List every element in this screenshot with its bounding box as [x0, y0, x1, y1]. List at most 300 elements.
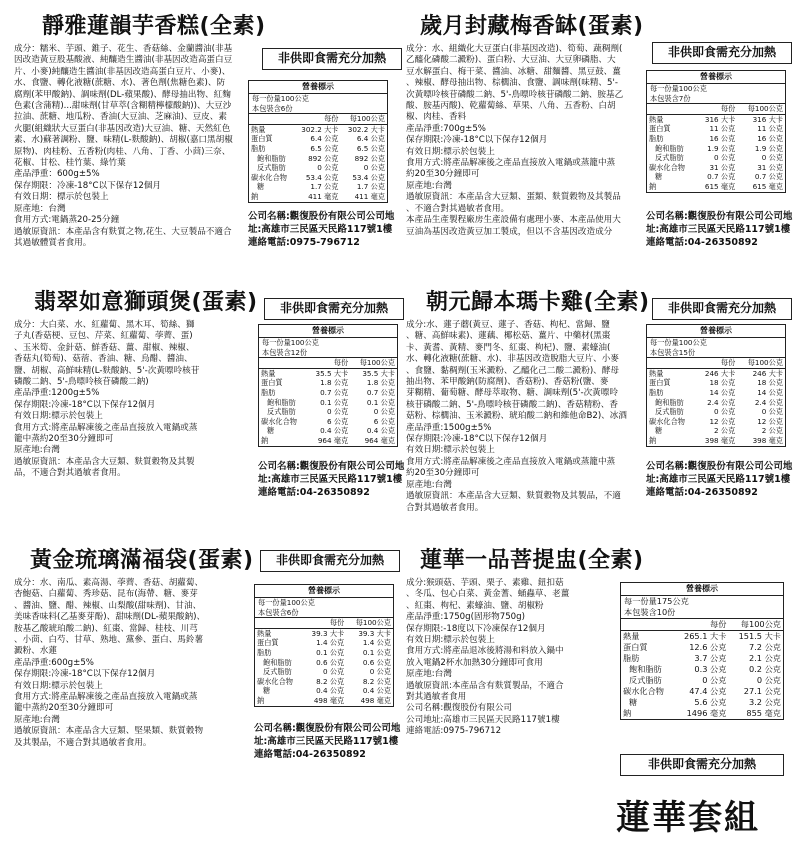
nutrition-heading: 營養標示: [621, 583, 783, 596]
nutrition-grid: [255, 618, 393, 705]
servings-per-package: 本包裝含6份: [258, 607, 299, 617]
nutrient-per-serving: 0.4 公克: [320, 426, 349, 436]
text-line: 成分:水、蓮子蘑(黃豆、蓮子、香菇、枸杞、當歸、鹽: [406, 320, 610, 330]
nutrition-heading: 營養標示: [647, 71, 785, 84]
nutrition-row: [249, 182, 387, 192]
nutrient-per-100: 18 公克: [757, 378, 783, 388]
text-line: 、紅棗、枸杞、素蠔油、鹽、胡椒粉: [406, 600, 544, 611]
product-title: 歲月封藏梅香缽(蛋素): [420, 14, 644, 39]
nutrient-label: 鈉: [257, 695, 265, 705]
heating-tag: 非供即食需充分加熱: [262, 48, 402, 70]
text-line: 過敏原資訊：本產品含大豆類、麩質穀物及其製品，不適: [406, 491, 621, 502]
text-line: 放入電鍋2杯水加熱30分鐘即可食用: [406, 657, 543, 668]
nutrient-label: 碳水化合物: [261, 416, 297, 426]
product-title: 靜雅蓮韻芋香糕(全素): [42, 14, 266, 39]
nutrient-per-serving: 398 毫克: [704, 435, 736, 445]
nutrient-label: 飽和脂肪: [629, 664, 662, 674]
nutrition-row: [259, 426, 397, 436]
nutrition-row: [255, 628, 393, 638]
nutrient-label: 反式脂肪: [629, 675, 662, 685]
text-line: 有效日期:標示於包裝上: [406, 635, 495, 646]
set-title: 蓮華套組: [616, 798, 760, 838]
nutrient-per-serving: 14 公克: [709, 387, 736, 397]
nutrient-per-serving: 47.4 公克: [689, 686, 727, 696]
nutrient-per-100: 16 公克: [757, 133, 783, 143]
text-line: 連絡電話:04-26350892: [646, 487, 758, 498]
nutrient-per-100: 39.3 大卡: [358, 628, 391, 638]
product-panel-6: [406, 548, 786, 798]
nutrition-col-per-100: 每100公克: [728, 619, 783, 631]
nutrient-per-100: 6 公克: [373, 416, 395, 426]
servings-per-package: 本包裝含6份: [252, 103, 293, 113]
text-line: 公司名稱:觀復股份有限公司: [406, 703, 513, 714]
nutrition-row: [647, 407, 785, 417]
nutrition-col-per-serving: 每份: [696, 104, 738, 114]
nutrient-label: 反式脂肪: [267, 407, 296, 417]
nutrient-label: 熱量: [623, 631, 640, 641]
nutrient-per-100: 31 公克: [757, 162, 783, 172]
nutrient-label: 反式脂肪: [257, 163, 286, 173]
nutrient-per-100: 8.2 公克: [362, 676, 391, 686]
nutrient-per-serving: 3.7 公克: [694, 653, 727, 663]
nutrition-col-blank: [249, 114, 294, 124]
text-line: 子丸(香菇梗、豆包、芹菜、紅蘿蔔、荸薺、蛋): [14, 331, 193, 342]
nutrient-per-serving: 316 大卡: [704, 114, 736, 124]
nutrient-per-100: 6.4 公克: [356, 134, 385, 144]
nutrient-per-100: 0 公克: [756, 675, 781, 685]
text-line: 胺基乙酸琥珀酸二鈉)、紅棗、當歸、桂枝、川芎: [14, 623, 198, 634]
text-line: 過敏原資訊：本產品含有麩質之物,花生、大豆製品不適合: [14, 226, 232, 237]
text-line: 美味香味料(乙基麥芽酚)、甜味劑(DL-蘋果酸鈉)、: [14, 612, 206, 623]
heating-tag: 非供即食需充分加熱: [260, 550, 400, 572]
nutrition-row: [255, 648, 393, 658]
nutrition-row: [621, 642, 783, 653]
nutrient-per-100: 316 大卡: [752, 114, 783, 124]
serving-size: 每一份量100公克: [258, 598, 315, 607]
text-line: 過敏原資訊:本產品含有麩質製品，不適合: [406, 680, 564, 691]
nutrient-per-serving: 0.7 公克: [707, 172, 736, 182]
text-line: 保存期限:-18度以下冷凍保存12個月: [406, 623, 546, 634]
nutrition-row: [647, 436, 785, 446]
nutrient-label: 飽和脂肪: [267, 397, 296, 407]
text-line: 成分：水、組織化大豆蛋白(非基因改造)、筍萄、蔬稠劑(: [406, 44, 623, 54]
nutrition-col-per-serving: 每份: [303, 618, 347, 628]
text-line: 成分:猴頭菇、芋頭、栗子、素雞、鈕扣菇: [406, 578, 564, 588]
text-line: 菇粉、棕櫚油、玉米澱粉、琥珀酸二鈉和維他命B2)、冰酒: [406, 411, 627, 422]
nutrition-row: [647, 417, 785, 427]
nutrient-per-serving: 0 公克: [317, 163, 339, 173]
text-line: 公司地址:高雄市三民區天民: [248, 211, 395, 235]
text-line: 食用方式:電鍋蒸20-25分鐘: [14, 215, 120, 226]
text-line: 其過敏體質者食用。: [14, 237, 92, 248]
nutrition-header-row: [249, 114, 387, 124]
servings-per-package: 本包裝含10份: [624, 607, 676, 617]
text-line: 約20至30分鐘即可: [406, 169, 480, 180]
product-description: [406, 44, 638, 238]
text-line: 成分：水、南瓜、素高湯、荸薺、香菇、胡蘿蔔、: [14, 578, 204, 588]
nutrient-per-serving: 12.6 公克: [689, 642, 727, 652]
company-info: [258, 460, 408, 499]
nutrition-row: [621, 653, 783, 664]
text-line: 卡、黃耆、黃精、麥門冬、紅棗、枸杞)、鹽、素蠔油(: [406, 342, 611, 353]
text-line: 籠中蒸約20至30分鐘即可: [14, 434, 114, 445]
text-line: 有效日期:標示於包裝上: [14, 680, 103, 691]
nutrition-row: [255, 658, 393, 668]
text-line: 籠中蒸約20至30分鐘即可: [14, 703, 114, 714]
nutrition-col-per-100: 每100公克: [350, 358, 397, 368]
nutrient-per-100: 615 毫克: [752, 181, 783, 191]
nutrient-label: 碳水化合物: [251, 172, 287, 182]
serving-size: 每一份量100公克: [650, 84, 707, 93]
product-panel-3: [14, 290, 405, 550]
nutrient-label: 熱量: [261, 368, 276, 378]
nutrient-per-serving: 1.8 公克: [320, 378, 349, 388]
product-panel-5: [14, 548, 401, 798]
nutrition-header-row: [647, 104, 785, 114]
nutrition-row: [249, 192, 387, 202]
nutrient-per-serving: 0 公克: [322, 667, 345, 677]
text-line: 磷酸二鈉、5'-鳥嘌呤核苷磷酸二鈉): [14, 377, 149, 388]
servings-per-package: 本包裝含12份: [262, 347, 308, 357]
nutrient-per-serving: 498 毫克: [313, 695, 345, 705]
nutrient-per-serving: 6 公克: [326, 416, 349, 426]
product-title: 翡翠如意獅頭煲(蛋素): [34, 290, 258, 315]
nutrient-per-100: 2.4 公克: [754, 397, 783, 407]
nutrition-col-per-100: 每100公克: [737, 104, 785, 114]
company-info: [646, 460, 796, 499]
nutrient-per-100: 14 公克: [757, 387, 783, 397]
nutrient-per-serving: 2.4 公克: [707, 397, 736, 407]
nutrient-label: 蛋白質: [251, 134, 273, 144]
nutrient-per-100: 411 毫克: [354, 191, 385, 201]
nutrition-row: [621, 675, 783, 686]
nutrition-header-row: [621, 619, 783, 631]
nutrient-per-100: 398 毫克: [752, 435, 783, 445]
nutrient-per-100: 0.7 公克: [366, 387, 395, 397]
text-line: 及其製品，不適合對其過敏者食用。: [14, 737, 152, 748]
text-line: 過敏原資訊：本產品含大豆類、堅果類、麩質穀物: [14, 726, 204, 737]
nutrient-label: 熱量: [251, 124, 266, 134]
text-line: 路117號1樓: [735, 474, 791, 485]
nutrient-label: 鈉: [649, 181, 657, 191]
nutrient-per-100: 0.4 公克: [362, 686, 391, 696]
nutrition-table: [646, 324, 786, 447]
text-line: 、玉米筍、金針菇、鮮香菇、薑、甜椒、辣椒、: [14, 342, 195, 353]
nutrition-row: [647, 124, 785, 134]
nutrient-per-100: 892 公克: [354, 153, 385, 163]
nutrition-table: [248, 80, 388, 203]
text-line: 鹽、胡椒、高鮮味精(L-麩酸鈉、5'-次黃嘌呤核苷: [14, 365, 200, 376]
serving-size: 每一份量100公克: [262, 338, 319, 347]
text-line: 成分：糯米、芋頭、錐子、花生、香菇絲、金蘭醬油(非基: [14, 44, 233, 54]
text-line: 有效日期:標示於包裝上: [406, 146, 495, 157]
nutrition-row: [647, 144, 785, 154]
nutrient-per-serving: 0.1 公克: [320, 397, 349, 407]
nutrition-row: [647, 388, 785, 398]
nutrient-label: 糖: [257, 182, 265, 192]
nutrition-col-blank: [647, 104, 696, 114]
nutrition-row: [621, 708, 783, 719]
heating-tag: 非供即食需充分加熱: [652, 42, 792, 64]
nutrient-per-serving: 53.4 公克: [305, 172, 339, 182]
nutrient-per-serving: 6.5 公克: [310, 143, 339, 153]
text-line: 公司地址:高雄市三民區天民: [254, 723, 401, 747]
text-line: 、辣椒、酵母抽出物、棕櫚油、食鹽、調味劑(味精、5'-: [406, 78, 618, 89]
text-line: 次黃嘌呤核苷磷酸二鈉、5'-鳥嘌呤核苷磷酸二鈉、胺基乙: [406, 89, 624, 100]
nutrient-label: 反式脂肪: [655, 153, 684, 163]
text-line: 豆油為基因改造黃豆加工製成，但以不含基因改造成分: [406, 226, 613, 237]
nutrient-label: 蛋白質: [649, 378, 671, 388]
nutrition-row: [259, 378, 397, 388]
nutrition-row: [621, 664, 783, 675]
nutrition-serving-info: [249, 94, 387, 114]
nutrient-per-serving: 8.2 公克: [316, 676, 345, 686]
nutrient-label: 飽和脂肪: [655, 397, 684, 407]
nutrition-grid: [621, 619, 783, 719]
product-description: [14, 320, 246, 480]
text-line: 、小茴、白芍、甘草、熟地、黨參、蛋白、馬鈴薯: [14, 635, 204, 646]
nutrition-col-per-serving: 每份: [674, 619, 729, 631]
nutrient-per-serving: 1.7 公克: [310, 182, 339, 192]
nutrient-label: 糖: [655, 172, 663, 182]
nutrition-serving-info: [621, 596, 783, 619]
text-line: 連絡電話:0975-796712: [406, 726, 502, 737]
text-line: 連絡電話:04-26350892: [258, 487, 370, 498]
nutrient-label: 熱量: [649, 368, 664, 378]
company-info: [248, 210, 398, 249]
nutrient-per-serving: 1496 毫克: [686, 708, 727, 718]
text-line: 杏鮑菇、白蘿蔔、秀珍菇、昆布(海帶、糖、麥芽: [14, 589, 198, 600]
product-description: [406, 578, 638, 738]
nutrient-label: 碳水化合物: [257, 676, 293, 686]
nutrition-table: [254, 584, 394, 707]
nutrient-per-serving: 265.1 大卡: [683, 631, 727, 641]
nutrient-per-100: 498 毫克: [360, 695, 391, 705]
text-line: 核苷磷酸二鈉、5'-鳥嘌呤核苷磷酸二鈉)、香菇精粉、香: [406, 399, 618, 410]
nutrient-label: 鈉: [261, 435, 269, 445]
text-line: 片、小麥)純釀造生醬油(非基因改造高蛋白豆片、小麥)、: [14, 66, 231, 77]
text-line: 、冬瓜、包心白菜、黃金蓍、蛹蟲草、老薑: [406, 589, 570, 600]
text-line: 原產地:台灣: [406, 669, 452, 680]
text-line: 有效日期：標示於包裝上: [14, 192, 109, 203]
text-line: 水、食鹽、轉化液糖(蔗糖、水)、著色劑(焦糖色素)、防: [14, 78, 226, 89]
nutrition-row: [255, 686, 393, 696]
text-line: 公司地址:高雄市三民區天民: [258, 461, 405, 485]
nutrition-row: [249, 144, 387, 154]
text-line: 酸、胺基丙酸)、乾蘿蔔絲、草果、八角、五香粉、白胡: [406, 101, 616, 112]
nutrient-per-serving: 31 公克: [709, 162, 736, 172]
text-line: 產品淨重：600g±5%: [14, 169, 100, 180]
text-line: 火腿(組織狀大豆蛋白(非基因改造)大豆油、糖、天然紅色: [14, 123, 231, 134]
heating-tag: 非供即食需充分加熱: [620, 754, 784, 776]
nutrient-per-100: 2 公克: [761, 426, 783, 436]
text-line: 素、水)蘇著調粉、鹽、味精(L-麩酸鈉)、胡椒(嘉口黑胡椒: [14, 135, 233, 146]
text-line: 公司名稱:觀復股份有限公司: [258, 461, 376, 472]
text-line: 連絡電話:04-26350892: [254, 749, 366, 760]
text-line: 、糖、高鮮味素)、蓮藕、椰松菇、薑片、中藥材(黑棗: [406, 331, 611, 342]
text-line: 、醬油、鹽、醋、辣椒、山梨酸(甜味劑)、甘油、: [14, 600, 202, 611]
nutrient-label: 脂肪: [251, 143, 266, 153]
nutrient-label: 熱量: [649, 114, 664, 124]
servings-per-package: 本包裝含15份: [650, 347, 696, 357]
company-info: [254, 722, 404, 761]
text-line: 公司名稱:觀復股份有限公司: [254, 723, 372, 734]
nutrition-row: [259, 436, 397, 446]
product-title: 蓮華一品菩提盅(全素): [420, 548, 644, 573]
nutrient-per-100: 7.2 公克: [749, 642, 781, 652]
nutrition-header-row: [647, 358, 785, 368]
nutrition-row: [255, 638, 393, 648]
nutrient-per-serving: 964 毫克: [317, 435, 349, 445]
nutrition-row: [647, 172, 785, 182]
nutrient-label: 熱量: [257, 628, 272, 638]
nutrient-per-100: 1.8 公克: [366, 378, 395, 388]
nutrient-per-100: 0.2 公克: [749, 664, 781, 674]
nutrient-label: 糖: [263, 686, 271, 696]
text-line: 拉油、蔗糖、地瓜粉、香油(大豆油、芝麻油)、豆皮、素: [14, 112, 227, 123]
text-line: 乙醯化磷酸二澱粉)、蛋白粉、大豆油、大豆卵磷脂、大: [406, 55, 616, 66]
product-panel-2: [406, 14, 793, 276]
nutrient-per-serving: 2 公克: [714, 426, 736, 436]
nutrition-serving-info: [255, 598, 393, 618]
text-line: 原產地:台灣: [14, 445, 60, 456]
nutrition-header-row: [255, 618, 393, 628]
company-info: [646, 210, 796, 249]
text-line: 食用方式:將產品解凍後之產品直接放入電鍋或蒸籠中蒸: [406, 158, 616, 169]
nutrition-row: [249, 124, 387, 134]
nutrition-row: [259, 417, 397, 427]
text-line: 因改造黃豆股基酸液、純釀造生醬油(非基因改造高蛋白豆: [14, 55, 233, 66]
serving-size: 每一份量100公克: [650, 338, 707, 347]
text-line: 食用方式:將產品解凍後之產品直接放入電鍋或蒸: [14, 422, 198, 433]
nutrition-heading: 營養標示: [255, 585, 393, 598]
nutrient-label: 碳水化合物: [649, 162, 685, 172]
nutrient-per-100: 0.1 公克: [362, 647, 391, 657]
text-line: 澱粉、水蓮: [14, 646, 57, 657]
text-line: 公司名稱:觀復股份有限公司: [646, 211, 764, 222]
nutrient-per-serving: 0.7 公克: [320, 387, 349, 397]
text-line: 、食鹽、黏稠劑(玉米澱粉、乙醯化己二酸二澱粉)、酵母: [406, 365, 619, 376]
text-line: 椒、肉桂、香料: [406, 112, 467, 123]
nutrient-per-serving: 39.3 大卡: [311, 628, 345, 638]
heating-tag: 非供即食需充分加熱: [264, 298, 404, 320]
nutrition-heading: 營養標示: [259, 325, 397, 338]
nutrient-per-serving: 1.4 公克: [316, 638, 345, 648]
text-line: 食用方式:將產品退冰後將湯和料放入鍋中: [406, 646, 564, 657]
nutrient-per-serving: 6.4 公克: [310, 134, 339, 144]
nutrition-grid: [647, 104, 785, 191]
nutrient-per-serving: 11 公克: [709, 124, 736, 134]
nutrition-col-per-serving: 每份: [307, 358, 351, 368]
product-title: 朝元歸本瑪卡雞(全素): [426, 290, 650, 315]
text-line: 路117號1樓: [347, 474, 403, 485]
nutrient-label: 脂肪: [257, 647, 272, 657]
nutrient-label: 鈉: [649, 435, 657, 445]
nutrition-row: [249, 163, 387, 173]
serving-size: 每一份量100公克: [252, 94, 309, 103]
text-line: 產品淨重:600g±5%: [14, 657, 94, 668]
text-line: 品，不適合對其過敏者食用。: [14, 468, 126, 479]
nutrient-per-100: 151.5 大卡: [738, 631, 781, 641]
nutrient-label: 碳水化合物: [623, 686, 664, 696]
nutrient-label: 蛋白質: [261, 378, 283, 388]
text-line: 路117號1樓: [735, 224, 791, 235]
text-line: 保存期限:冷凍-18°C以下保存12個月: [406, 135, 548, 146]
text-line: 產品淨重:1500g±5%: [406, 422, 492, 433]
text-line: 公司名稱:觀復股份有限公司: [646, 461, 764, 472]
text-line: 花椒、甘松、桂竹葉、綠竹葉: [14, 158, 126, 169]
text-line: 保存期限：冷凍-18°C以下保存12個月: [14, 180, 161, 191]
nutrition-grid: [259, 358, 397, 445]
nutrient-per-serving: 18 公克: [709, 378, 736, 388]
nutrient-label: 鈉: [251, 191, 259, 201]
nutrition-serving-info: [647, 84, 785, 104]
nutrition-row: [249, 134, 387, 144]
nutrient-per-serving: 0 公克: [714, 153, 736, 163]
nutrition-row: [647, 368, 785, 378]
nutrient-label: 飽和脂肪: [655, 143, 684, 153]
nutrition-col-blank: [259, 358, 307, 368]
nutrition-col-blank: [647, 358, 696, 368]
nutrient-per-100: 964 毫克: [364, 435, 395, 445]
nutrient-per-100: 1.4 公克: [362, 638, 391, 648]
nutrient-per-serving: 0 公克: [702, 675, 727, 685]
text-line: 公司名稱:觀復股份有限公司: [248, 211, 366, 222]
nutrition-col-per-100: 每100公克: [737, 358, 785, 368]
nutrient-per-serving: 1.9 公克: [707, 143, 736, 153]
nutrient-per-serving: 615 毫克: [704, 181, 736, 191]
nutrient-label: 飽和脂肪: [257, 153, 286, 163]
nutrient-label: 反式脂肪: [655, 407, 684, 417]
nutrient-per-100: 0.6 公克: [362, 657, 391, 667]
text-line: 保存期限:冷凍-18°C以下保存12個月: [406, 434, 548, 445]
nutrient-label: 飽和脂肪: [263, 657, 292, 667]
text-line: 路117號1樓: [337, 224, 393, 235]
nutrient-per-100: 0.4 公克: [366, 426, 395, 436]
nutrient-per-100: 0.1 公克: [366, 397, 395, 407]
text-line: 約20至30分鐘即可: [406, 468, 480, 479]
nutrient-per-100: 35.5 大卡: [362, 368, 395, 378]
nutrient-label: 脂肪: [649, 133, 664, 143]
nutrition-row: [621, 631, 783, 643]
text-line: 連絡電話:0975-796712: [248, 237, 360, 248]
text-line: 水、轉化液糖(蔗糖、水)、非基因改造脫脂大豆片、小麥: [406, 354, 619, 365]
nutrient-per-100: 12 公克: [757, 416, 783, 426]
nutrition-col-per-serving: 每份: [696, 358, 738, 368]
nutrition-row: [647, 182, 785, 192]
text-line: 豆水解蛋白、梅干菜、醬油、冰糖、甜麵醬、黑豆鼓、薑: [406, 66, 621, 77]
nutrient-per-100: 1.7 公克: [356, 182, 385, 192]
text-line: 產品淨重:1750g(固形物750g): [406, 612, 525, 623]
nutrition-row: [647, 134, 785, 144]
nutrient-per-serving: 12 公克: [709, 416, 736, 426]
text-line: 食用方式:將產品解凍後之產品直接放入電鍋或蒸: [14, 692, 198, 703]
text-line: 食用方式:將產品解凍後之產品直接放入電鍋或蒸籠中蒸: [406, 456, 616, 467]
nutrient-per-serving: 0 公克: [326, 407, 349, 417]
text-line: 公司地址:高雄市三民區天民: [646, 211, 793, 235]
nutrition-row: [255, 677, 393, 687]
text-line: 香菇丸(筍萄)、菇蓿、香油、糖、烏醋、醬油、: [14, 354, 193, 365]
text-line: 保存期限:冷凍-18°C以下保存12個月: [14, 669, 156, 680]
text-line: 色素(含蒲精)...甜味劑(甘草萃(含糊精檸檬酸鈉))、大豆沙: [14, 101, 232, 112]
nutrient-per-serving: 16 公克: [709, 133, 736, 143]
nutrient-per-100: 53.4 公克: [352, 172, 385, 182]
product-description: [406, 320, 638, 514]
nutrient-per-100: 246 大卡: [752, 368, 783, 378]
text-line: 過敏原資訊：本產品含大豆類、蛋類、麩質穀物及其製品: [406, 192, 621, 203]
nutrient-per-100: 0 公克: [761, 153, 783, 163]
nutrient-label: 蛋白質: [623, 642, 648, 652]
